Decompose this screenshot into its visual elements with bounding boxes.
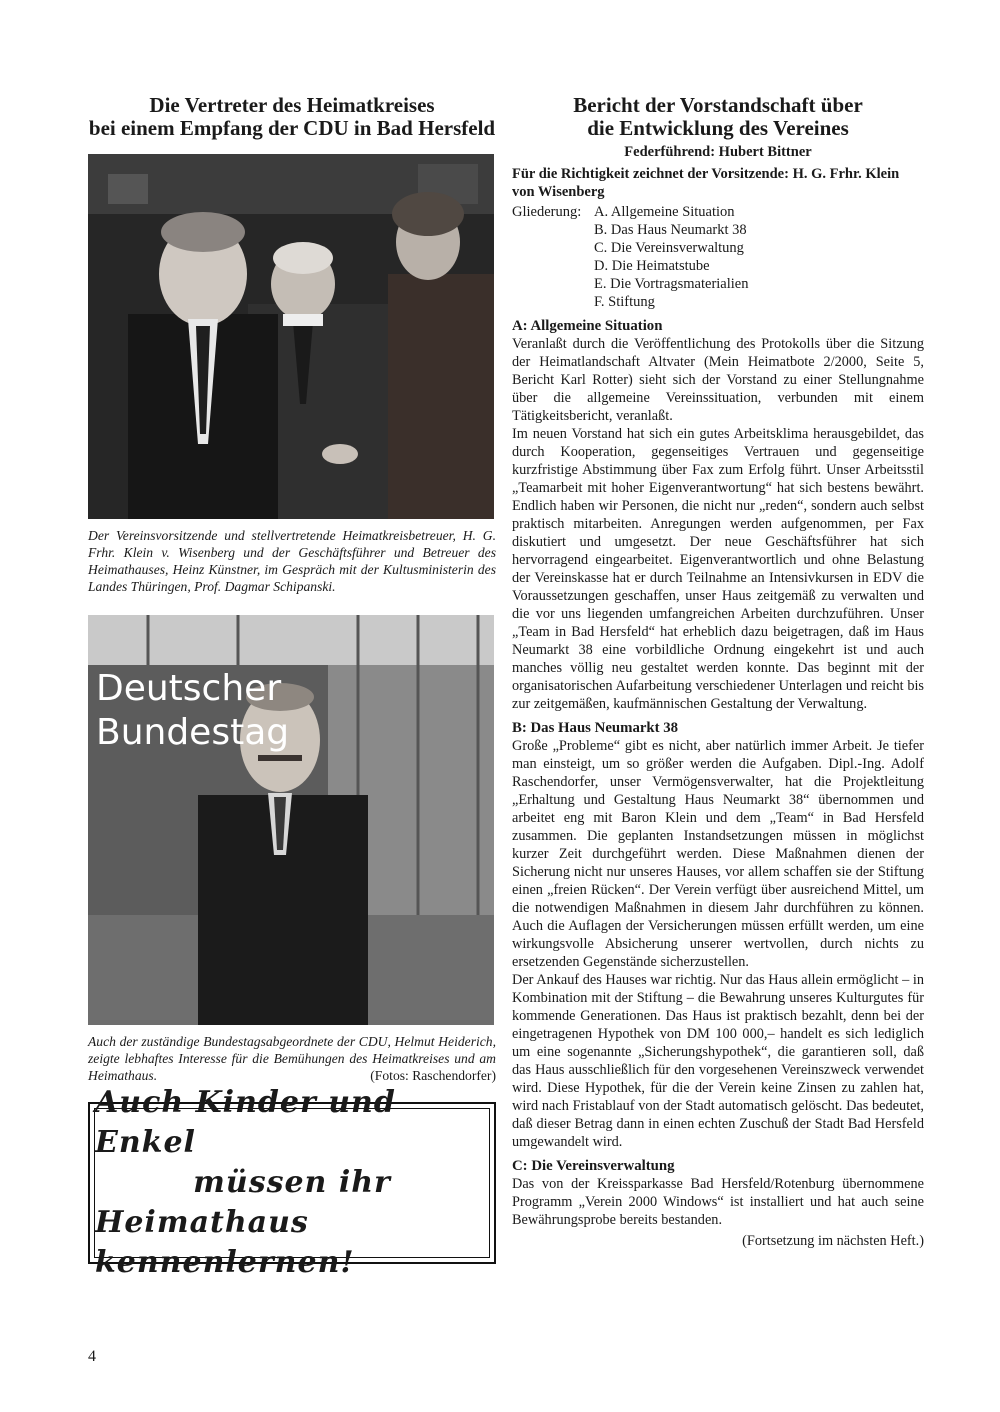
outline (512, 203, 924, 311)
motto-line-2: müssen ihr (193, 1165, 391, 1200)
right-heading-line2: die Entwicklung des Vereines (587, 116, 849, 140)
outline-item: C. Die Vereinsverwaltung (594, 240, 744, 256)
bundestag-sign-line1: Deutscher (96, 668, 282, 709)
section-c-paragraph-1: Das von der Kreissparkasse Bad Hersfeld/Rotenburg übernommene Programm „Verein 2000 Windows“ ist installiert und hat auch seine Bewährungsprobe bereits bestanden. (512, 1176, 924, 1228)
section-c-title: C: Die Vereinsverwaltung (512, 1158, 675, 1174)
photo1-caption: Der Vereinsvorsitzende und stellvertretende Heimatkreisbetreuer, H. G. Frhr. Klein v. Wisenberg und der Geschäftsführer und Betreuer des Heimathauses, Heinz Künstner, im Gespräch mit der Kultusministerin des Landes Thüringen, Prof. Dagmar Schipanski. (88, 528, 496, 594)
bundestag-sign (96, 667, 289, 755)
outline-item: A. Allgemeine Situation (594, 204, 735, 220)
left-column (88, 93, 496, 1280)
motto-line-3: Heimathaus kennenlernen! (95, 1205, 355, 1280)
section-b-paragraph-1: Große „Probleme“ gibt es nicht, aber natürlich immer Arbeit. Je tiefer man einsteigt, um so größer werden die Aufgaben. Dipl.-Ing. Adolf Raschendorfer, unser Vermögensverwalter, hat die Projektleitung „Erhaltung und Gestaltung Haus Neumarkt 38“ übernommen und arbeitet eng mit Baron Klein und dem „Team“ in Bad Hersfeld zusammen. Die geplanten Instandsetzungen müssen in möglichst kurzer Zeit durchgeführt werden. Diese Maßnahmen dienen der Sicherung nicht nur unseres Hauses, vor allem schaffen sie der Stiftung einen „freien Rücken“. Der Verein verfügt über ausreichend Mittel, um die notwendigen Maßnahmen in diesem Jahr durchführen zu können. Auch die Auflagen der Versicherungen müssen erfüllt werden, um eine wirkungsvolle Absicherung unserer wertvollen, durch nichts zu ersetzenden Gegenstände sicherzustellen. (512, 738, 924, 970)
outline-item: E. Die Vortragsmaterialien (594, 276, 749, 292)
left-heading-line1: Die Vertreter des Heimatkreises (149, 93, 435, 117)
section-b-title: B: Das Haus Neumarkt 38 (512, 720, 679, 736)
section-a-title: A: Allgemeine Situation (512, 318, 663, 334)
responsible-note: Für die Richtigkeit zeichnet der Vorsitzende: H. G. Frhr. Klein von Wisenberg (512, 166, 900, 200)
photo-cdu-reception-illustration (88, 154, 494, 519)
left-heading (88, 94, 496, 140)
photo-credit: (Fotos: Raschendorfer) (370, 1068, 496, 1083)
bundestag-sign-line2: Bundestag (96, 712, 290, 753)
section-a-paragraph-2: Im neuen Vorstand hat sich ein gutes Arbeitsklima herausgebildet, das durch Kooperation, gegenseitiges Vertrauen und gegenseitige kurzfristige Abstimmung über Fax zum Erfolg führt. Unser Arbeitsstil „Teamarbeit mit hoher Eigenverantwortung“ hat sich bestens bewährt. Endlich haben wir Personen, die nicht nur „reden“, sondern auch selbst praktisch mitarbeiten. Anregungen werden aufgenommen, per Fax diskutiert und umgesetzt. Der neue Geschäftsführer hat sich hervorragend eingearbeitet. Eigenverantwortlich und ohne Belastung der Vereinskasse hat er durch Teilnahme an Intensivkursen in EDV die Voraussetzungen geschaffen, unser Haus zeitgemäß zu verwalten und die vor uns liegenden umfangreichen Arbeiten durchzuführen. Unser „Team in Bad Hersfeld“ hat erheblich dazu beigetragen, daß im Haus Neumarkt 38 eine vorbildliche Ordnung eingekehrt ist und auch manches völlig neu gestaltet werden konnte. Das beginnt mit der organisatorischen Aufarbeitung verschiedener Unterlagen und reicht bis zur zeitgemäßen, kaufmännischen Gestaltung der Verwaltung. (512, 426, 924, 712)
photo2-caption-text: Auch der zuständige Bundestagsabgeordnete der CDU, Helmut Heiderich, zeigte lebhaftes Interesse für die Bemühungen des Heimatkreises und am Heimathaus. (88, 1034, 496, 1083)
photo2-caption (88, 1033, 496, 1084)
outline-item: F. Stiftung (594, 294, 655, 310)
outline-item: D. Die Heimatstube (594, 258, 710, 274)
motto-line-1: Auch Kinder und Enkel (95, 1085, 396, 1160)
section-b-paragraph-2: Der Ankauf des Hauses war richtig. Nur das Haus allein ermöglicht – in Kombination mit der Stiftung – die Bewahrung unseres Kulturgutes für kommende Generationen. Das Haus ist praktisch bezahlt, denn bei der eingetragenen Hypothek von DM 100 000,– handelt es sich lediglich um eine sogenannte „Sicherungshypothek“, die garantieren soll, daß das Haus ausschließlich für den vorgesehenen Vereinszweck verwendet wird. Diese Hypothek, für die der Verein keine Zinsen zu zahlen hat, wird nach Fristablauf von der Stadt automatisch gelöscht. Das bedeutet, daß dieser Betrag dann in einen echten Zuschuß der Stadt Bad Hersfeld umgewandelt wird. (512, 972, 924, 1150)
section-a-paragraph-1: Veranlaßt durch die Veröffentlichung des Protokolls über die Sitzung der Heimatlandschaft Altvater (Mein Heimatbote 2/2000, Seite 5, Bericht Karl Rotter) sieht sich der Vorstand zu einer Stellungnahme über die allgemeine Vereinssituation, verbunden mit einem Tätigkeitsbericht, veranlaßt. (512, 336, 924, 424)
continuation-note: (Fortsetzung im nächsten Heft.) (742, 1233, 924, 1249)
left-heading-line2: bei einem Empfang der CDU in Bad Hersfeld (88, 116, 496, 140)
outline-label: Gliederung: (512, 204, 582, 220)
photo-cdu-reception (88, 154, 494, 519)
right-column (512, 94, 924, 1250)
motto-inner-frame (94, 1085, 490, 1280)
lead-author: Federführend: Hubert Bittner (624, 144, 812, 160)
motto-box (88, 1085, 496, 1280)
right-heading-line1: Bericht der Vorstandschaft über (573, 93, 863, 117)
photo-bundestag (88, 615, 494, 1025)
outline-item: B. Das Haus Neumarkt 38 (594, 222, 747, 238)
page-number: 4 (88, 1348, 96, 1365)
right-heading (512, 94, 924, 140)
